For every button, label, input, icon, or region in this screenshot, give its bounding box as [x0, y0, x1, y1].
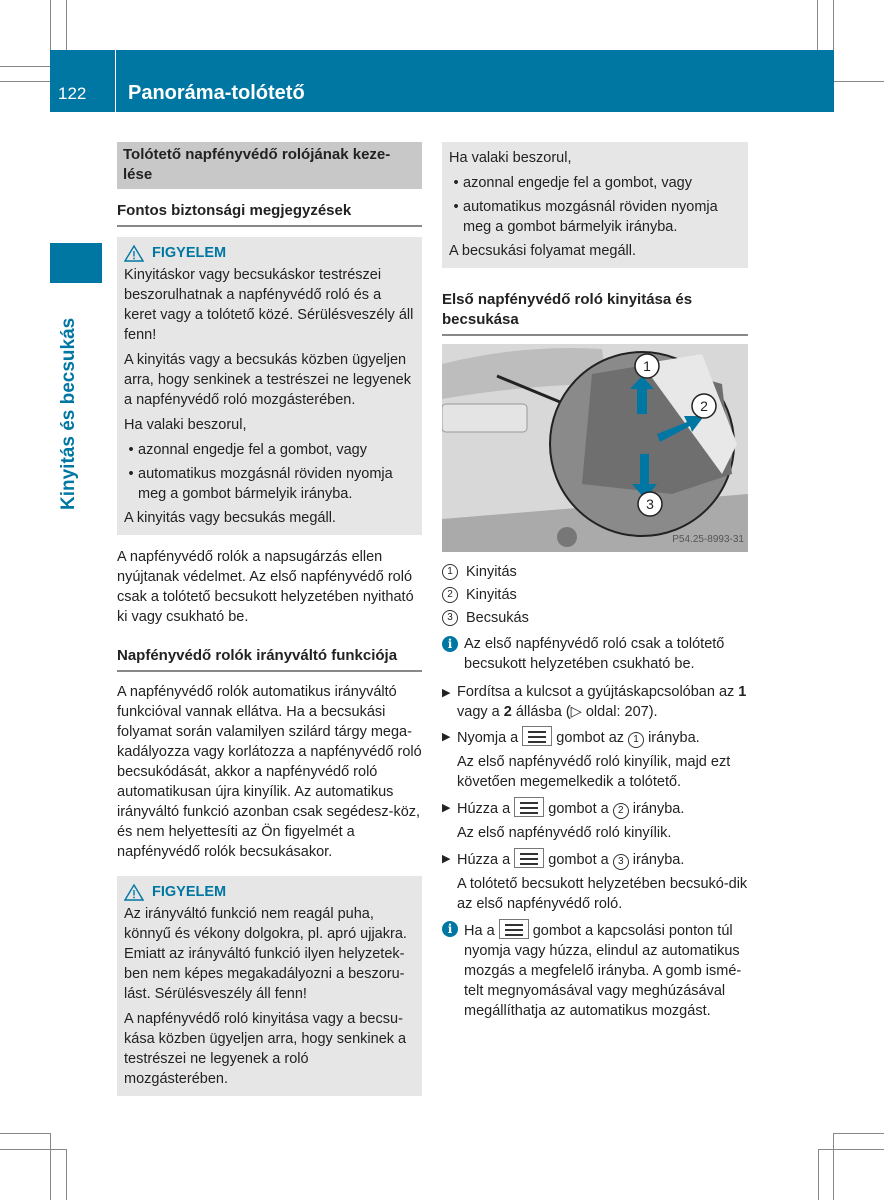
warning-icon: [124, 884, 144, 901]
step-arrow-icon: ▶: [442, 802, 451, 814]
section-title: Tolótető napfényvédő rolójának keze-lése: [117, 142, 422, 189]
sunblind-button-icon: [499, 919, 529, 939]
crop-mark: [817, 0, 818, 50]
step-arrow-icon: ▶: [442, 731, 451, 743]
bullet-item: • azonnal engedje fel a gombot, vagy: [453, 175, 692, 191]
crop-mark: [50, 0, 51, 50]
section-heading: Első napfényvédő roló kinyitása és becsukása: [442, 290, 748, 336]
legend-item: 3 Becsukás: [442, 608, 748, 628]
step-arrow-icon: ▶: [442, 687, 451, 699]
crop-mark: [0, 81, 50, 82]
callout-2: 2: [700, 398, 708, 414]
step-item: ▶ Fordítsa a kulcsot a gyújtáskapcsolóban az 1 vagy a 2 állásba (▷ oldal: 207).: [442, 684, 747, 720]
bullet-item: • automatikus mozgásnál röviden nyomja meg a gombot bármelyik irányba.: [453, 199, 718, 235]
crop-mark: [833, 1133, 834, 1200]
crop-mark: [818, 1149, 819, 1200]
page-header: [50, 50, 834, 112]
crop-mark: [834, 81, 884, 82]
warning-text: A kinyitás vagy becsukás megáll.: [124, 510, 336, 526]
sunblind-button-icon: [522, 726, 552, 746]
page-title: Panoráma-tolótető: [128, 82, 305, 104]
chapter-tab: [50, 243, 102, 283]
callout-3: 3: [646, 496, 654, 512]
safety-heading: Fontos biztonsági megjegyzések: [117, 201, 422, 227]
crop-mark: [66, 1149, 67, 1200]
crop-mark: [0, 1133, 50, 1134]
step-item: ▶ Húzza a gombot a 3 irányba.: [442, 848, 748, 870]
left-column: [117, 142, 422, 1096]
step-result: Az első napfényvédő roló kinyílik, majd ezt követően megemelkedik a tolótető.: [457, 754, 731, 790]
warning-label: FIGYELEM: [152, 245, 227, 261]
sunblind-figure: [442, 344, 748, 552]
warning-continuation: [442, 142, 748, 268]
bullet-item: • automatikus mozgásnál röviden nyomja meg a gombot bármelyik irányba.: [128, 466, 393, 502]
crop-mark: [833, 0, 834, 50]
warning-text: A becsukási folyamat megáll.: [449, 243, 636, 259]
step-item: ▶ Nyomja a gombot az 1 irányba.: [442, 726, 748, 748]
intro-text: A napfényvédő rolók a napsugárzás ellen nyújtanak védelmet. Az első napfényvédő roló csak a tolótető becsukott helyzetében nyitható ki vagy csukható be.: [117, 549, 414, 625]
reverse-text: A napfényvédő rolók automatikus irányváltó funkcióval vannak ellátva. Ha a becsukási folyamat során valamilyen szilárd tárgy mega-kadályozza vagy korlátozza a napfényvédő roló becsukódását, akkor a napfényvédő roló automatikusan újra kinyílik. Az automatikus irányváltó funkció azonban csak segédesz-köz, és nem helyettesíti az Ön figyelmét a napfényvédő rolók becsukásakor.: [117, 684, 422, 860]
crop-mark: [0, 1149, 66, 1150]
info-icon: i: [442, 636, 458, 652]
sunblind-button-icon: [514, 797, 544, 817]
info-note: i Az első napfényvédő roló csak a tolótető becsukott helyzetében csukható be.: [442, 634, 748, 674]
info-icon: i: [442, 921, 458, 937]
sunblind-button-icon: [514, 848, 544, 868]
step-item: ▶ Húzza a gombot a 2 irányba.: [442, 797, 748, 819]
warning-icon: [124, 245, 144, 262]
warning-text: Ha valaki beszorul,: [124, 417, 247, 433]
info-note: i Ha a gombot a kapcsolási ponton túl nyomja vagy húzza, elindul az automatikus mozgás a megfelelő irányba. A gomb ismé-telt megnyomásával vagy meghúzásával megállíthatja az automatikus mozgást.: [442, 919, 748, 1021]
legend-item: 2 Kinyitás: [442, 585, 748, 605]
step-result: A tolótető becsukott helyzetében becsukó-dik az első napfényvédő roló.: [457, 876, 748, 912]
chapter-label: Kinyitás és becsukás: [58, 317, 79, 510]
figure-code: P54.25-8993-31: [672, 534, 744, 545]
warning-box: [117, 237, 422, 535]
page-number: 122: [58, 84, 87, 103]
warning-label: FIGYELEM: [152, 884, 227, 900]
warning-text: Kinyitáskor vagy becsukáskor testrészei beszorulhatnak a napfényvédő roló és a keret vagy a tolótető közé. Sérülésveszély áll fenn!: [124, 267, 414, 343]
warning-text: Ha valaki beszorul,: [449, 150, 572, 166]
crop-mark: [0, 66, 50, 67]
crop-mark: [50, 1133, 51, 1200]
crop-mark: [834, 1133, 884, 1134]
crop-mark: [818, 1149, 884, 1150]
overhead-control-illustration: [442, 344, 748, 552]
right-column: [442, 142, 748, 1029]
warning-box: [117, 876, 422, 1096]
figure-legend: [442, 562, 748, 628]
header-divider: [115, 50, 116, 112]
legend-item: 1 Kinyitás: [442, 562, 748, 582]
reverse-heading: Napfényvédő rolók irányváltó funkciója: [117, 646, 422, 672]
callout-1: 1: [643, 358, 651, 374]
step-arrow-icon: ▶: [442, 853, 451, 865]
bullet-item: • azonnal engedje fel a gombot, vagy: [128, 442, 367, 458]
step-result: Az első napfényvédő roló kinyílik.: [457, 825, 672, 841]
warning-text: A napfényvédő roló kinyitása vagy a becsu-kása közben ügyeljen arra, hogy senkinek a testrészei ne legyenek a roló mozgásterében.: [124, 1011, 407, 1087]
crop-mark: [66, 0, 67, 50]
warning-text: Az irányváltó funkció nem reagál puha, könnyű és vékony dolgokra, pl. apró ujjakra. Emiatt az irányváltó funkció ilyen helyzetek-ben nem képes megakadályozni a beszoru-lást. Sérülésveszély áll fenn!: [124, 906, 407, 1002]
warning-text: A kinyitás vagy a becsukás közben ügyeljen arra, hogy senkinek a testrészei ne legyenek a napfényvédő roló mozgásterében.: [124, 352, 411, 408]
